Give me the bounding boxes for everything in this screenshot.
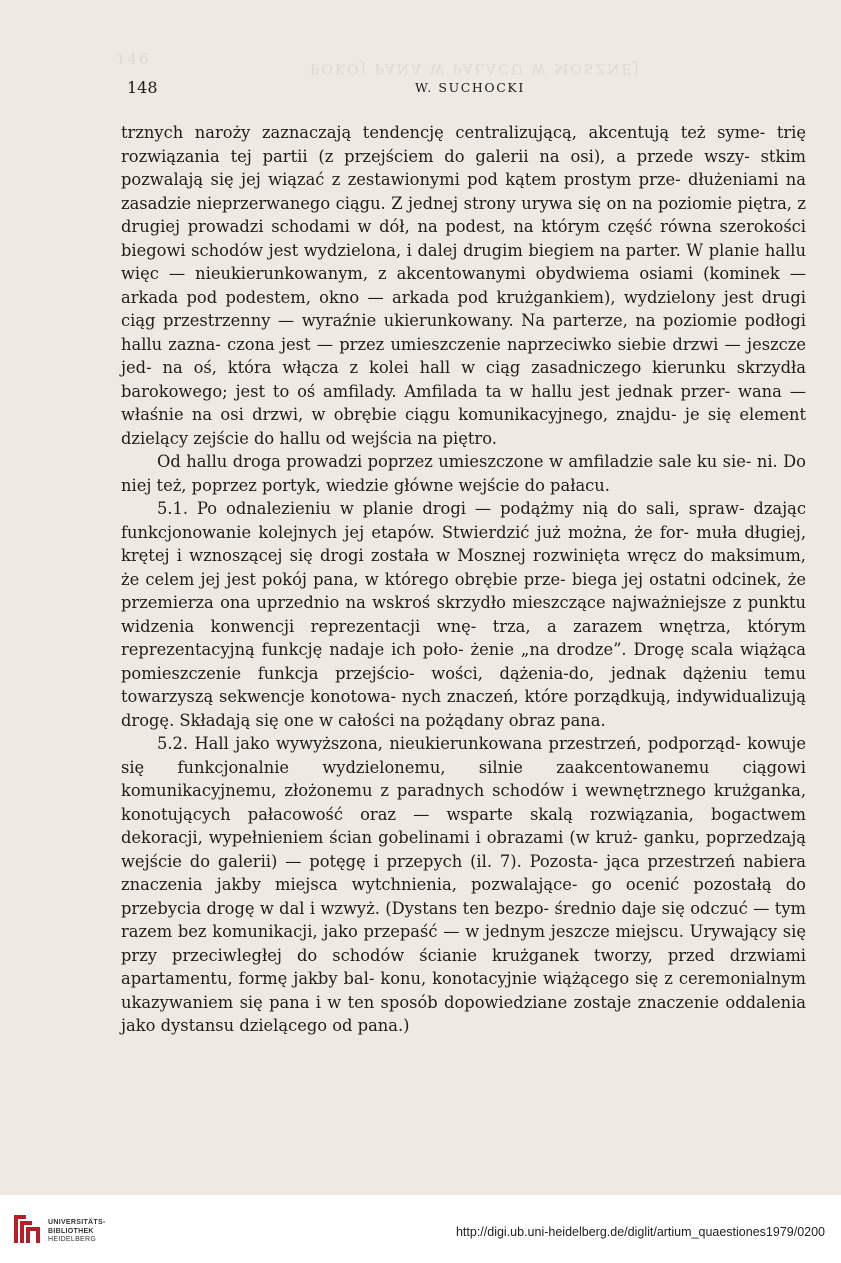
library-logo-text xyxy=(48,1219,106,1245)
text-line: czona jest — przez umieszczenie naprzeciwko siebie drzwi — jeszcze jed- xyxy=(121,334,806,377)
paragraph xyxy=(121,121,806,450)
text-line: i w ten sposób dopowiedziane zostaje znaczenie oddalenia jako dystansu xyxy=(121,992,806,1035)
text-line: on na poziomie piętra, z drugiej prowadzi schodami w dół, na podest, na xyxy=(121,193,806,236)
library-logo-icon xyxy=(12,1211,42,1247)
text-line: trię rozwiązania tej partii (z przejściem do galerii na osi), a przede wszy- xyxy=(121,123,806,166)
text-line: żenie „na drodze”. Drogę scala wiążąca pomieszczenie funkcja przejścio- xyxy=(121,640,806,683)
text-line: barokowego; jest to oś amfilady. Amfilada ta w hallu jest jednak przer- xyxy=(121,381,731,401)
text-line: konu, konotacyjnie wiążącego się z ceremonialnym ukazywaniem się pana xyxy=(121,969,806,1012)
text-line: nych znaczeń, które porządkują, indywidualizują drogę. Składają się one xyxy=(121,687,806,730)
text-line: trza, a zarazem wnętrza, którym reprezentacyjną funkcję nadaje ich poło- xyxy=(121,616,806,659)
text-line: dłużeniami na zasadzie nieprzerwanego ciągu. Z jednej strony urywa się xyxy=(121,170,806,213)
text-line: ścianie krużganek tworzy, przed drzwiami apartamentu, formę jakby bal- xyxy=(121,945,806,988)
text-line: wręcz do maksimum, że celem jej jest pokój pana, w którego obrębie prze- xyxy=(121,546,806,589)
text-line: w całości na pożądany obraz pana. xyxy=(318,710,606,730)
text-line: komunikacyjnemu, złożonemu z paradnych schodów i wewnętrznego xyxy=(121,781,706,800)
text-line: wyraźnie ukierunkowany. Na parterze, na poziomie podłogi hallu zazna- xyxy=(121,311,806,354)
paragraph-section-5-1 xyxy=(121,497,806,732)
source-url-link[interactable]: http://digi.ub.uni-heidelberg.de/diglit/artium_quaestiones1979/0200 xyxy=(455,1225,825,1239)
logo-line: BIBLIOTHEK xyxy=(48,1227,94,1235)
text-line: trznych naroży zaznaczają tendencję centralizującą, akcentują też syme- xyxy=(121,123,766,142)
text-line: go ocenić pozostałą do przebycia drogę w dal i wzwyż. (Dystans ten bezpo- xyxy=(121,875,806,918)
bleed-page-number: 146 xyxy=(116,50,151,68)
text-line: biega jej ostatni odcinek, że przemierza ona uprzednio na wskroś skrzydło xyxy=(121,569,806,612)
logo-line: HEIDELBERG xyxy=(48,1236,97,1243)
text-line: ni. Do niej też, poprzez portyk, wiedzie główne wejście do pałacu. xyxy=(121,452,806,495)
page-number: 148 xyxy=(127,78,158,97)
library-logo[interactable] xyxy=(12,1209,132,1253)
text-line: mieszczące najważniejsze z punktu widzenia konwencji reprezentacji wnę- xyxy=(121,593,806,636)
text-line: dzielącego od pana.) xyxy=(239,1016,410,1035)
paragraph xyxy=(121,450,806,497)
text-line: na oś, która włącza z kolei hall w ciąg zasadniczego kierunku skrzydła xyxy=(162,358,806,377)
text-line: średnio daje się odczuć — tym razem bez komunikacji, jako przepaść — xyxy=(121,898,806,941)
text-line: — arkada pod krużgankiem), wydzielony jest drugi ciąg przestrzenny — xyxy=(121,287,806,330)
text-line: stkim pozwalają się jej wiązać z zestawionymi pod kątem prostym prze- xyxy=(121,146,806,189)
text-line: 5.2. Hall jako wywyższona, nieukierunkowana przestrzeń, podporząd- xyxy=(157,734,741,753)
text-line: muła długiej, krętej i wznoszącej się drogi została w Mosznej rozwinięta xyxy=(121,522,806,565)
text-line: bogactwem dekoracji, wypełnieniem ścian gobelinami i obrazami (w kruż- xyxy=(121,804,806,847)
bleed-running-head: POKOJ PANA W PAŁACU W MOSZNEJ xyxy=(310,60,642,76)
text-line: akcentowanymi obydwiema osiami (kominek — arkada pod podestem, okno xyxy=(121,264,807,307)
running-head: W. SUCHOCKI xyxy=(415,80,525,95)
text-line: krużganka, konotujących pałacowość oraz — wsparte skalą rozwiązania, xyxy=(121,781,806,824)
text-line: wana — właśnie na osi drzwi, w obrębie ciągu komunikacyjnego, znajdu- xyxy=(121,381,806,424)
paragraph-section-5-2 xyxy=(121,732,806,1038)
text-line: w jednym jeszcze miejscu. Urywający się przy przeciwległej do schodów xyxy=(121,922,806,965)
text-line: ganku, poprzedzają wejście do galerii) — potęgę i przepych (il. 7). Pozosta- xyxy=(121,828,806,871)
text-line: Od hallu droga prowadzi poprzez umieszczone w amfiladzie sale ku sie- xyxy=(157,452,752,471)
text-line: wości, dążenia-do, jednak dążeniu temu towarzyszą sekwencje konotowa- xyxy=(121,663,806,706)
body-text xyxy=(121,121,806,1038)
text-line: 5.1. Po odnalezieniu w planie drogi — podążmy nią do sali, spraw- xyxy=(157,499,745,518)
text-line: jąca przestrzeń nabiera znaczenia jakby miejsca wytchnienia, pozwalające- xyxy=(121,851,806,894)
viewer-footer xyxy=(0,1195,841,1263)
page-header xyxy=(127,78,807,100)
logo-line: UNIVERSITÄTS- xyxy=(48,1219,106,1226)
text-line: dzając funkcjonowanie kolejnych jej etapów. Stwierdzić już można, że for- xyxy=(121,499,806,542)
text-line: którym część równa szerokości biegowi schodów jest wydzielona, i dalej xyxy=(121,217,806,260)
text-line: kowuje się funkcjonalnie wydzielonemu, silnie zaakcentowanemu ciągowi xyxy=(121,734,806,777)
text-line: je się element dzielący zejście do hallu od wejścia na piętro. xyxy=(121,405,807,448)
text-line: drugim biegiem na parter. W planie hallu więc — nieukierunkowanym, z xyxy=(121,240,806,283)
